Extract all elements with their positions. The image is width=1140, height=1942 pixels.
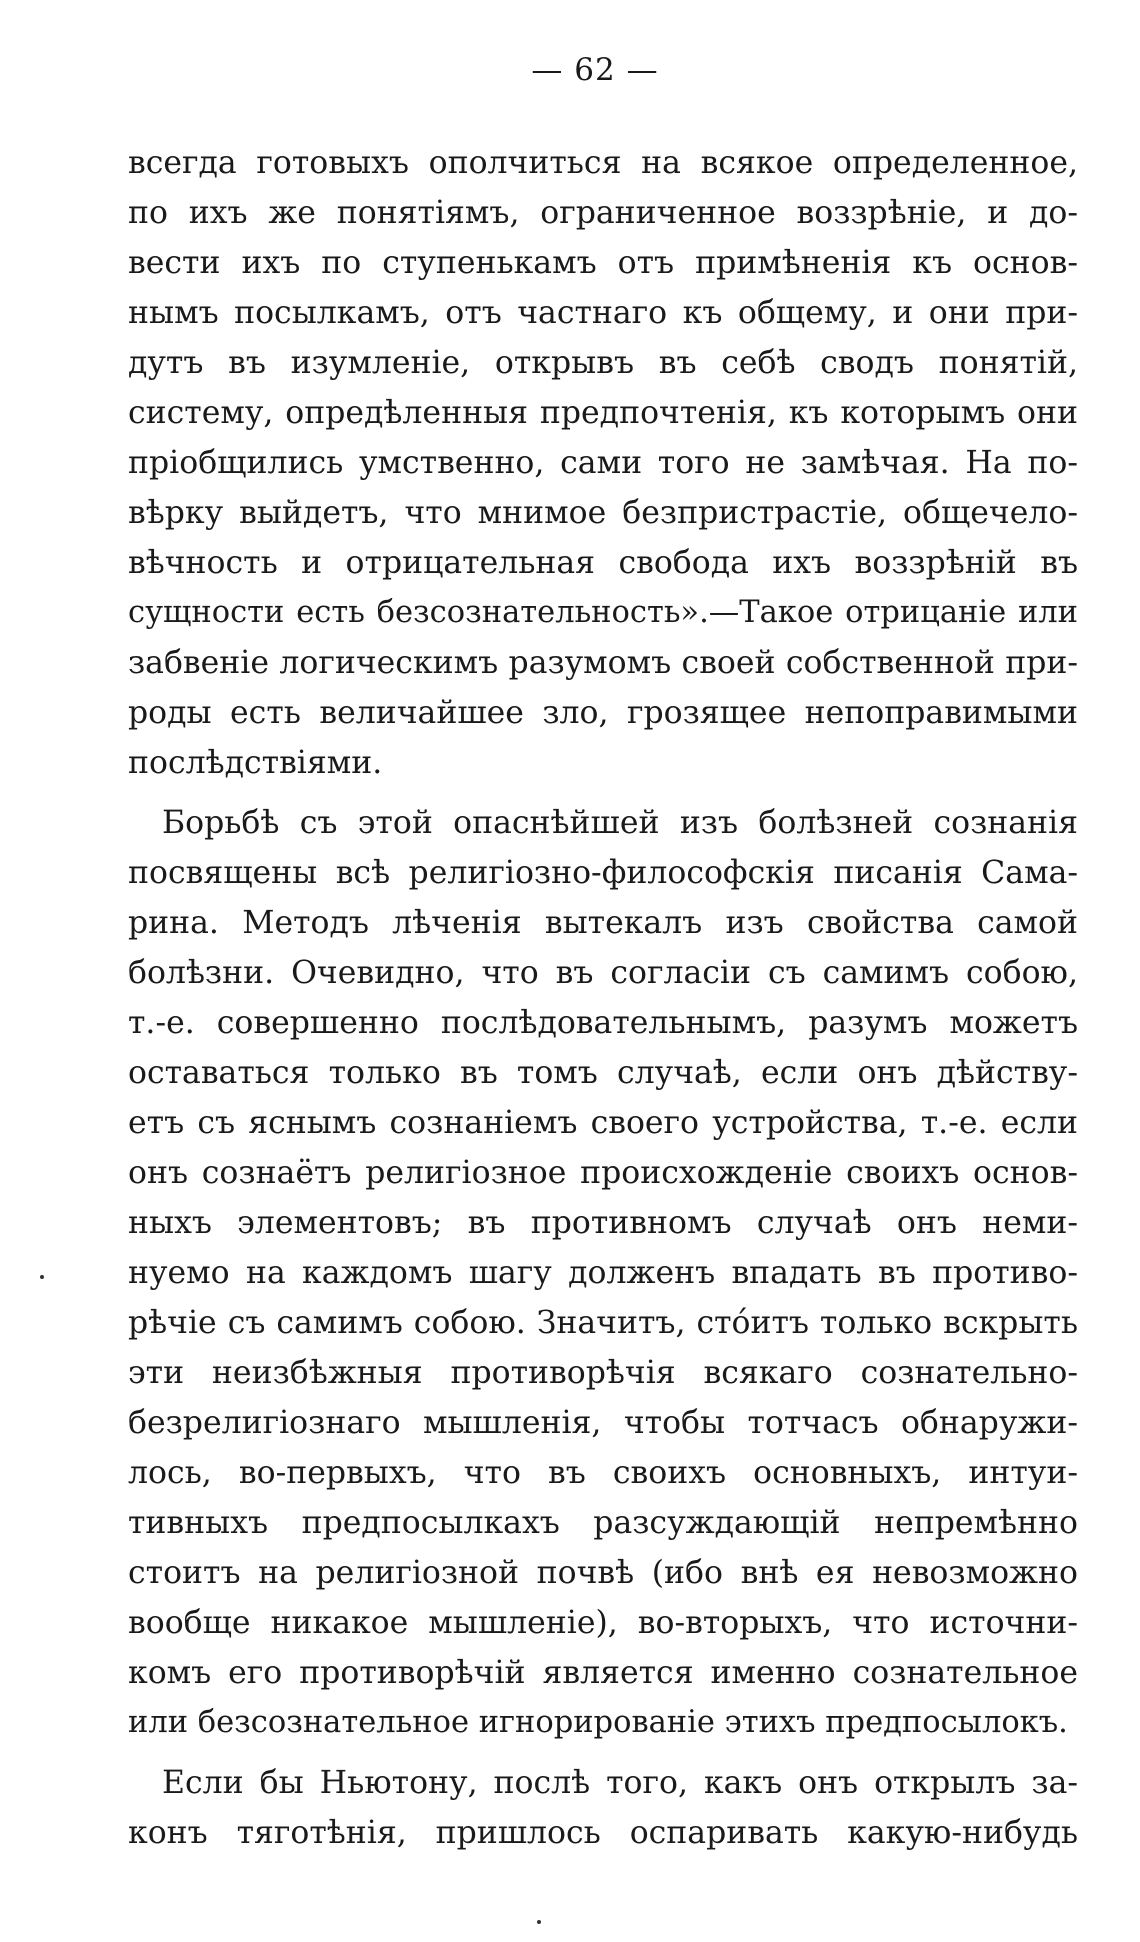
scan-speck (537, 1920, 541, 1924)
text-line: т.-е. совершенно послѣдовательнымъ, разумъ можетъ (128, 1005, 1078, 1041)
text-line: роды есть величайшее зло, грозящее непоправимыми (128, 695, 1078, 731)
paragraph-1 (128, 138, 1078, 788)
text-line: всегда готовыхъ ополчиться на всякое определенное, (128, 145, 1078, 181)
text-line: послѣдствіями. (128, 745, 383, 781)
text-line: нуемо на каждомъ шагу долженъ впадать въ противо- (128, 1255, 1078, 1291)
page-number: — 62 — (531, 52, 659, 88)
text-line: рѣчіе съ самимъ собою. Значитъ, стóитъ только вскрыть (128, 1305, 1078, 1341)
text-line: по ихъ же понятіямъ, ограниченное воззрѣніе, и до- (128, 195, 1078, 231)
text-line: лось, во-первыхъ, что въ своихъ основныхъ, интуи- (128, 1455, 1078, 1491)
text-line: нымъ посылкамъ, отъ частнаго къ общему, и они при- (128, 295, 1078, 331)
text-line: конъ тяготѣнія, пришлось оспаривать какую-нибудь (128, 1815, 1078, 1851)
text-line: дутъ въ изумленіе, открывъ въ себѣ сводъ понятій, (128, 345, 1078, 381)
scan-speck (40, 1275, 44, 1279)
text-line: тивныхъ предпосылкахъ разсуждающій непремѣнно (128, 1505, 1078, 1541)
text-line: болѣзни. Очевидно, что въ согласіи съ самимъ собою, (128, 955, 1078, 991)
text-line: вѣчность и отрицательная свобода ихъ воззрѣній въ (128, 545, 1078, 581)
text-line: безрелигіознаго мышленія, чтобы тотчасъ обнаружи- (128, 1405, 1078, 1441)
text-line: Если бы Ньютону, послѣ того, какъ онъ открылъ за- (162, 1765, 1078, 1801)
text-line: посвящены всѣ религіозно-философскія писанія Сама- (128, 855, 1078, 891)
text-line: стоитъ на религіозной почвѣ (ибо внѣ ея невозможно (128, 1555, 1078, 1591)
text-line: эти неизбѣжныя противорѣчія всякаго сознательно- (128, 1355, 1078, 1391)
text-line: систему, опредѣленныя предпочтенія, къ которымъ они (128, 395, 1078, 431)
text-line: вести ихъ по ступенькамъ отъ примѣненія къ основ- (128, 245, 1078, 281)
paragraph-3 (128, 1758, 1078, 1858)
text-line: рина. Методъ лѣченія вытекалъ изъ свойства самой (128, 905, 1078, 941)
text-line: етъ съ яснымъ сознаніемъ своего устройства, т.-е. если (128, 1105, 1078, 1141)
text-line: комъ его противорѣчій является именно сознательное (128, 1655, 1078, 1691)
paragraph-2 (128, 798, 1078, 1748)
body-text (128, 138, 1078, 1858)
text-line: сущности есть безсознательность».—Такое отрицаніе или (128, 595, 1078, 630)
text-line: забвеніе логическимъ разумомъ своей собственной при- (128, 645, 1078, 681)
text-line: вообще никакое мышленіе), во-вторыхъ, что источни- (128, 1605, 1078, 1641)
text-line: вѣрку выйдетъ, что мнимое безпристрастіе, общечело- (128, 495, 1078, 531)
text-line: оставаться только въ томъ случаѣ, если онъ дѣйству- (128, 1055, 1078, 1091)
text-line: онъ сознаётъ религіозное происхожденіе своихъ основ- (128, 1155, 1078, 1191)
text-line: пріобщились умственно, сами того не замѣчая. На по- (128, 445, 1078, 481)
text-line: или безсознательное игнорированіе этихъ предпосылокъ. (128, 1705, 1068, 1740)
text-line: Борьбѣ съ этой опаснѣйшей изъ болѣзней сознанія (162, 805, 1078, 841)
text-line: ныхъ элементовъ; въ противномъ случаѣ онъ неми- (128, 1205, 1078, 1241)
